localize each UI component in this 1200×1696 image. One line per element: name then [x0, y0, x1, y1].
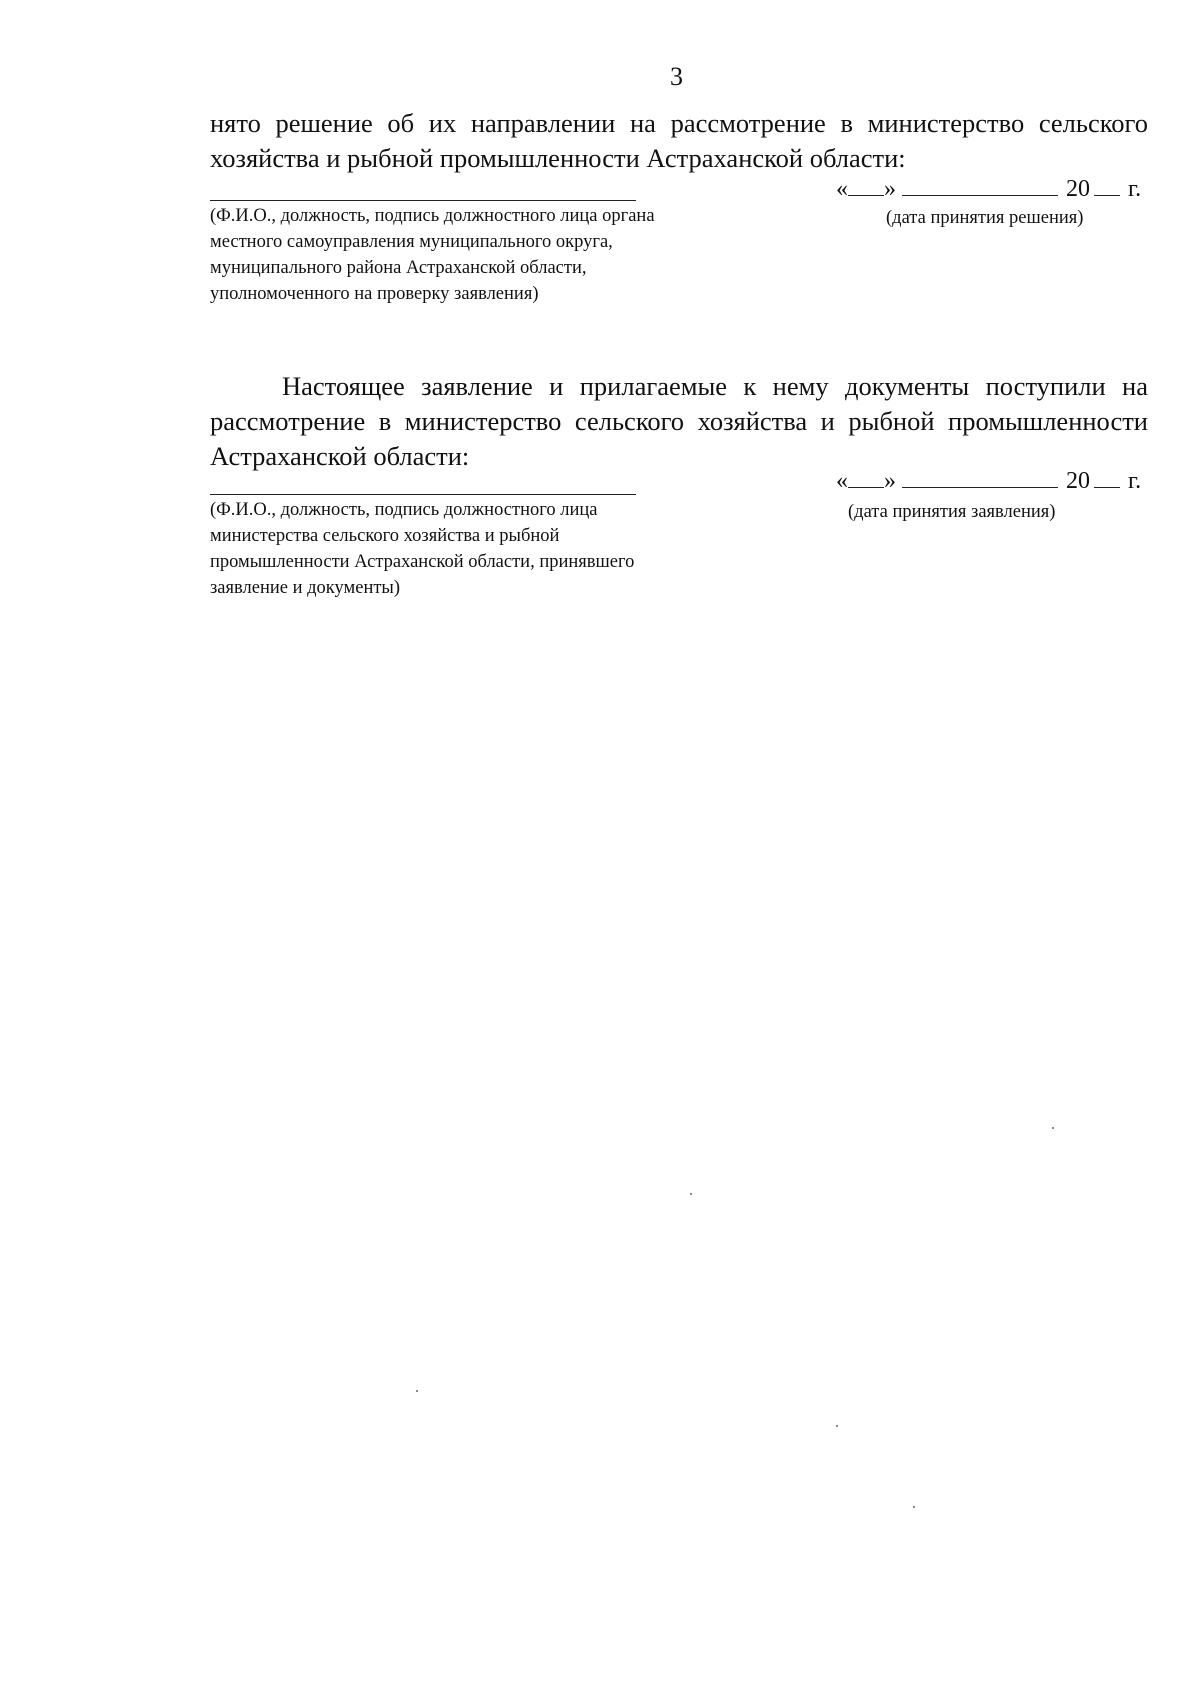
date-caption: (дата принятия решения) [886, 208, 1084, 228]
day-blank [848, 467, 884, 488]
signature-caption: (Ф.И.О., должность, подпись должностного лица министерства сельского хозяйства и рыбной промышленности Астраханской области, принявшего заявление и документы) [210, 500, 635, 598]
paragraph-received: Настоящее заявление и прилагаемые к нему документы поступили на рассмотрение в министерство сельского хозяйства и рыбной промышленности Астраханской области: [210, 371, 1148, 471]
scan-speck [1052, 1127, 1054, 1129]
scan-speck [913, 1506, 915, 1508]
signature-caption: (Ф.И.О., должность, подпись должностного лица органа местного самоуправления муниципального округа, муниципального района Астраханской области, уполномоченного на проверку заявления) [210, 206, 655, 304]
scan-speck [690, 1193, 692, 1195]
day-blank [848, 175, 884, 196]
date-field [836, 175, 1141, 203]
quote-open: « [836, 176, 848, 202]
signature-line [210, 494, 636, 495]
year-prefix: 20 [1066, 468, 1090, 494]
quote-close: » [884, 176, 896, 202]
month-blank [902, 175, 1058, 196]
month-blank [902, 467, 1058, 488]
quote-open: « [836, 468, 848, 494]
paragraph-decision: нято решение об их направлении на рассмотрение в министерство сельского хозяйства и рыбной промышленности Астраханской области: [210, 108, 1148, 173]
year-blank [1094, 467, 1120, 488]
scan-speck [416, 1390, 418, 1392]
date-field [836, 467, 1141, 495]
year-suffix: г. [1128, 468, 1142, 494]
date-caption: (дата принятия заявления) [848, 502, 1056, 522]
page-number: 3 [670, 62, 683, 91]
year-suffix: г. [1128, 176, 1142, 202]
quote-close: » [884, 468, 896, 494]
year-blank [1094, 175, 1120, 196]
scan-speck [836, 1425, 838, 1427]
year-prefix: 20 [1066, 176, 1090, 202]
signature-line [210, 200, 636, 201]
